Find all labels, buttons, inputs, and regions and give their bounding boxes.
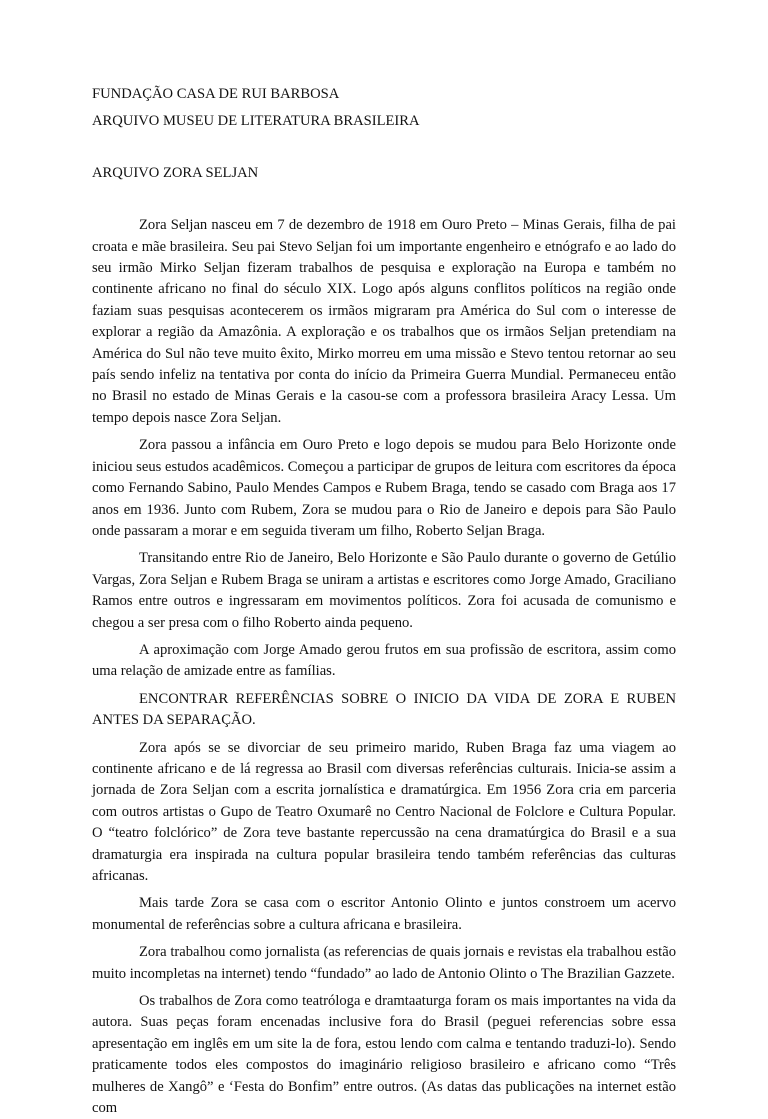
body-paragraph: A aproximação com Jorge Amado gerou frutos em sua profissão de escritora, assim como uma relação de amizade entre as famílias. xyxy=(92,641,676,680)
body-paragraph: Zora passou a infância em Ouro Preto e logo depois se mudou para Belo Horizonte onde iniciou seus estudos acadêmicos. Começou a participar de grupos de leitura com escritores da época como Fernando Sabino, Paulo Mendes Campos e Rubem Braga, tendo se casado com Braga aos 17 anos em 1936. Junto com Rubem, Zora se mudou para o Rio de Janeiro e depois para São Paulo onde passaram a morar e em seguida tiveram um filho, Roberto Seljan Braga. xyxy=(92,437,676,539)
spacer xyxy=(92,133,676,163)
museum-title: ARQUIVO MUSEU DE LITERATURA BRASILEIRA xyxy=(92,113,420,130)
spacer xyxy=(92,184,676,215)
body-paragraph: Mais tarde Zora se casa com o escritor Antonio Olinto e juntos constroem um acervo monumental de referências sobre a cultura africana e brasileira. xyxy=(92,895,676,933)
archive-title: ARQUIVO ZORA SELJAN xyxy=(92,164,259,181)
body-paragraph: Zora após se se divorciar de seu primeiro marido, Ruben Braga faz uma viagem ao continente africano e de lá regressa ao Brasil com diversas referências culturais. Inicia-se assim a jornada de Zora Seljan com a escrita jornalística e dramatúrgica. Em 1956 Zora cria em parceria com outros artistas o Gupo de Teatro Oxumarê no Centro Nacional de Folclore e Cultura Popular. O “teatro folclórico” de Zora teve bastante repercussão na cena dramatúrgica do Brasil e a sua dramaturgia era inspirada na cultura popular brasileira tendo também referências das culturas africanas. xyxy=(92,739,676,884)
body-paragraph: ENCONTRAR REFERÊNCIAS SOBRE O INICIO DA VIDA DE ZORA E RUBEN ANTES DA SEPARAÇÃO. xyxy=(92,690,676,729)
institution-title: FUNDAÇÃO CASA DE RUI BARBOSA xyxy=(92,86,340,102)
body-paragraph: Zora trabalhou como jornalista (as referencias de quais jornais e revistas ela trabalhou estão muito incompletas na internet) tendo “fundado” ao lado de Antonio Olinto o The Brazilian Gazzete. xyxy=(92,944,676,982)
body-paragraph: Os trabalhos de Zora como teatróloga e dramtaaturga foram os mais importantes na vida da autora. Suas peças foram encenadas inclusive fora do Brasil (peguei referencias sobre essa apresentação em inglês em um site la de fora, estou lendo com calma e tentando traduzi-lo). Sendo praticamente todos eles compostos do imaginário religioso brasileiro e africano como “Três mulheres de Xangô” e ‘Festa do Bonfim” entre outros. (As datas das publicações na internet estão com xyxy=(92,993,676,1117)
document-page xyxy=(92,84,676,1119)
body-paragraph: Zora Seljan nasceu em 7 de dezembro de 1918 em Ouro Preto – Minas Gerais, filha de pai croata e mãe brasileira. Seu pai Stevo Seljan foi um importante engenheiro e etnógrafo e ao lado do seu irmão Mirko Seljan fizeram trabalhos de pesquisa e exploração na Europa e também no continente africano no final do século XIX. Logo após alguns conflitos políticos na região onde faziam suas pesquisas acontecerem os irmãos migraram pra América do Sul com o interesse de explorar a região da Amazônia. A exploração e os trabalhos que os irmãos Seljan pretendiam na América do Sul não teve muito êxito, Mirko morreu em uma missão e Stevo tentou retornar ao seu país sendo infeliz na tentativa por conta do início da Primeira Guerra Mundial. Permaneceu então no Brasil no estado de Minas Gerais e la casou-se com a professora brasileira Aracy Lessa. Um tempo depois nasce Zora Seljan. xyxy=(92,217,676,426)
body-paragraph: Transitando entre Rio de Janeiro, Belo Horizonte e São Paulo durante o governo de Getúlio Vargas, Zora Seljan e Rubem Braga se uniram a artistas e escritores como Jorge Amado, Graciliano Ramos entre outros e ingressaram em movimentos políticos. Zora foi acusada de comunismo e chegou a ser presa com o filho Roberto ainda pequeno. xyxy=(92,550,676,631)
